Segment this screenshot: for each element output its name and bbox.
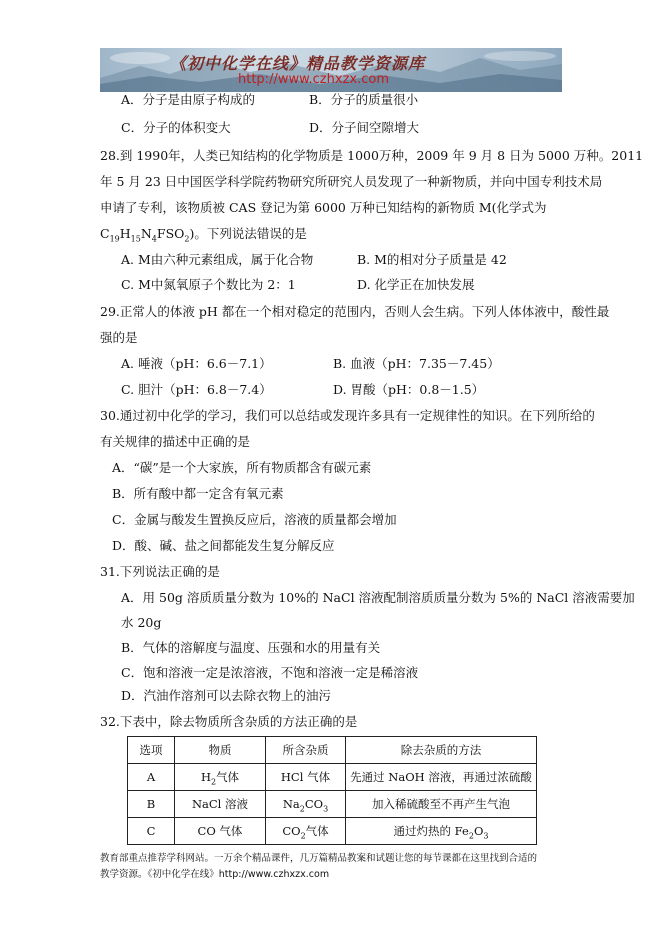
q31-option-a-line2: 水 20g (121, 615, 162, 630)
table-cell-method: 加入稀硫酸至不再产生气泡 (346, 791, 537, 818)
impurity-removal-table (127, 736, 537, 845)
footer-line1: 教育部重点推荐学科网站。一万余个精品课件，几万篇精品教案和试题让您的每节课都在这里找到合适的 (100, 853, 538, 864)
table-row (128, 818, 537, 845)
table-row (128, 791, 537, 818)
q28-stem-line1: 28.到 1990年，人类已知结构的化学物质是 1000万种，2009 年 9 月 8 日为 5000 万种。2011 (100, 148, 644, 163)
q30-option-b: B．所有酸中都一定含有氧元素 (112, 486, 284, 501)
prev-option-d: D．分子间空隙增大 (309, 120, 420, 135)
table-header-cell: 所含杂质 (266, 737, 346, 764)
table-cell-impurity: HCl 气体 (266, 764, 346, 791)
footer-line2[interactable]: 教学资源。《初中化学在线》http://www.czhxzx.com (100, 869, 330, 880)
q31-stem: 31.下列说法正确的是 (100, 564, 220, 579)
table-cell-substance: NaCl 溶液 (175, 791, 266, 818)
q31-option-d: D．汽油作溶剂可以去除衣物上的油污 (121, 688, 332, 703)
table-header-cell: 物质 (175, 737, 266, 764)
table-header-cell: 选项 (128, 737, 175, 764)
header-title: 《初中化学在线》精品教学资源库 (170, 54, 426, 73)
table-cell-option: C (128, 818, 175, 845)
table-cell-impurity: $Na_2CO_3$ (266, 791, 346, 818)
q30-option-a: A．“碳”是一个大家族，所有物质都含有碳元素 (112, 460, 372, 475)
q28-option-a: A. M由六种元素组成，属于化合物 (121, 252, 314, 267)
q28-option-d: D. 化学正在加快发展 (357, 277, 475, 292)
q28-stem-line4: $C_{19}H_{15}N_4FSO_2$)。下列说法错误的是 (100, 226, 307, 244)
q28-option-c: C. M中氮氧原子个数比为 2：1 (121, 277, 296, 292)
q30-option-d: D．酸、碱、盐之间都能发生复分解反应 (112, 538, 335, 553)
table-cell-method: 通过灼热的 $Fe_2O_3$ (346, 818, 537, 845)
q28-stem-line2: 年 5 月 23 日中国医学科学院药物研究所研究人员发现了一种新物质，并向中国专利技术局 (100, 174, 603, 189)
table-cell-substance: CO 气体 (175, 818, 266, 845)
prev-option-c: C．分子的体积变大 (121, 120, 231, 135)
q31-option-b: B．气体的溶解度与温度、压强和水的用量有关 (121, 640, 381, 655)
q29-stem-line1: 29.正常人的体液 pH 都在一个相对稳定的范围内，否则人会生病。下列人体体液中，酸性最 (100, 304, 610, 319)
q29-option-c: C. 胆汁（pH：6.8－7.4） (121, 382, 272, 397)
q30-stem-line1: 30.通过初中化学的学习，我们可以总结或发现许多具有一定规律性的知识。在下列所给的 (100, 408, 595, 423)
table-row (128, 764, 537, 791)
table-header-cell: 除去杂质的方法 (346, 737, 537, 764)
q28-option-b: B. M的相对分子质量是 42 (357, 252, 507, 267)
q29-option-b: B. 血液（pH：7.35－7.45） (333, 356, 500, 371)
q30-stem-line2: 有关规律的描述中正确的是 (100, 434, 251, 449)
table-header-row (128, 737, 537, 764)
q28-stem-line3: 申请了专利，该物质被 CAS 登记为第 6000 万种已知结构的新物质 M(化学式为 (100, 200, 547, 215)
table-cell-substance: $H_2$气体 (175, 764, 266, 791)
table-cell-method: 先通过 NaOH 溶液，再通过浓硫酸 (346, 764, 537, 791)
table-cell-impurity: $CO_2$气体 (266, 818, 346, 845)
q31-option-c: C．饱和溶液一定是浓溶液，不饱和溶液一定是稀溶液 (121, 665, 419, 680)
prev-option-b: B．分子的质量很小 (309, 92, 419, 107)
q29-option-d: D. 胃酸（pH：0.8－1.5） (333, 382, 485, 397)
q29-stem-line2: 强的是 (100, 330, 138, 345)
q29-option-a: A. 唾液（pH：6.6－7.1） (121, 356, 272, 371)
prev-option-a: A．分子是由原子构成的 (121, 92, 256, 107)
header-url-link[interactable]: http://www.czhxzx.com (238, 72, 389, 87)
q31-option-a-line1: A．用 50g 溶质质量分数为 10%的 NaCl 溶液配制溶质质量分数为 5%的 NaCl 溶液需要加 (121, 590, 635, 605)
q30-option-c: C．金属与酸发生置换反应后，溶液的质量都会增加 (112, 512, 397, 527)
header-banner (100, 48, 562, 92)
table-cell-option: A (128, 764, 175, 791)
q32-stem: 32.下表中，除去物质所含杂质的方法正确的是 (100, 714, 358, 729)
table-cell-option: B (128, 791, 175, 818)
